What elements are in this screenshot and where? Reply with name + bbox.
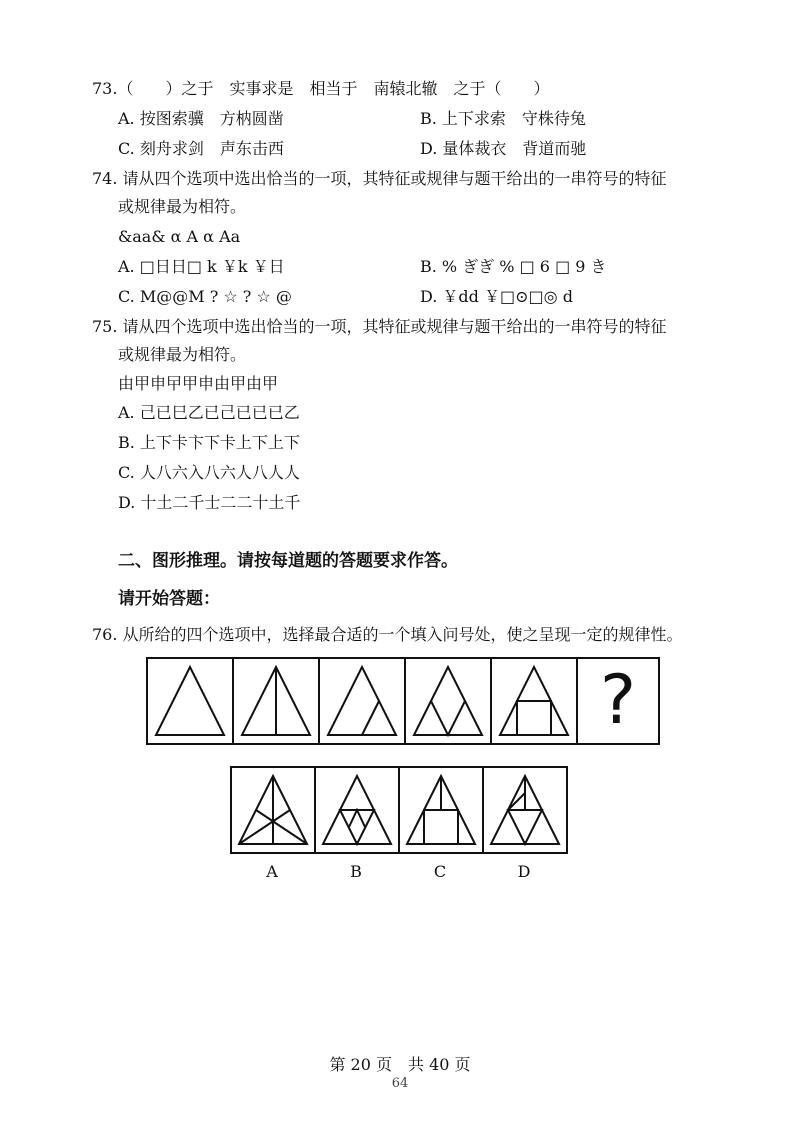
option-figure-b[interactable] bbox=[316, 768, 400, 852]
q74-option-c: C. M@@M ? ☆ ? ☆ @ bbox=[118, 287, 292, 306]
q75-stem-line2: 或规律最为相符。 bbox=[118, 345, 247, 364]
q74-option-a: A. □日日□ k ￥k ￥日 bbox=[118, 257, 285, 276]
section-start: 请开始答题： bbox=[118, 589, 220, 609]
q76-stem: 76. 从所给的四个选项中，选择最合适的一个填入问号处，使之呈现一定的规律性。 bbox=[92, 625, 683, 644]
q75-option-c: C. 人八六入八六人八人人 bbox=[118, 463, 300, 482]
question-mark-text: ? bbox=[599, 661, 637, 740]
page-indicator: 第 20 页 共 40 页 bbox=[329, 1055, 471, 1074]
section-title: 二、图形推理。请按每道题的答题要求作答。 bbox=[118, 551, 458, 571]
q75-option-b: B. 上下卡卞下卡上下上下 bbox=[118, 433, 300, 452]
seq-question-mark bbox=[578, 659, 658, 743]
q74-stem-line2: 或规律最为相符。 bbox=[118, 197, 247, 216]
q73-option-c: C. 刻舟求剑 声东击西 bbox=[118, 139, 284, 158]
option-label-c: C bbox=[433, 862, 447, 881]
q75-stem-line1: 75. 请从四个选项中选出恰当的一项，其特征或规律与题干给出的一串符号的特征 bbox=[92, 317, 667, 336]
option-figure-a[interactable] bbox=[232, 768, 316, 852]
q73-option-d: D. 量体裁衣 背道而驰 bbox=[420, 139, 587, 158]
option-label-d: D bbox=[517, 862, 531, 881]
option-figure-d[interactable] bbox=[484, 768, 566, 852]
q75-sequence: 由甲申曱甲申由甲由甲 bbox=[118, 374, 279, 393]
q73-option-b: B. 上下求索 守株待兔 bbox=[420, 109, 586, 128]
seq-figure-2 bbox=[234, 659, 320, 743]
q76-option-figures bbox=[230, 766, 568, 854]
q73-option-a: A. 按图索骥 方枘圆凿 bbox=[118, 109, 284, 128]
seq-figure-5 bbox=[492, 659, 578, 743]
q73-stem: 73.（ ）之于 实事求是 相当于 南辕北辙 之于（ ） bbox=[92, 79, 550, 98]
option-figure-c[interactable] bbox=[400, 768, 484, 852]
option-label-b: B bbox=[350, 862, 362, 881]
q74-stem-line1: 74. 请从四个选项中选出恰当的一项，其特征或规律与题干给出的一串符号的特征 bbox=[92, 169, 667, 188]
seq-figure-1 bbox=[148, 659, 234, 743]
q75-option-a: A. 己已巳乙已己已已已乙 bbox=[118, 403, 300, 422]
q74-sequence: &aa& α A α Aa bbox=[118, 227, 241, 246]
seq-figure-4 bbox=[406, 659, 492, 743]
option-label-a: A bbox=[266, 862, 278, 881]
page-number: 64 bbox=[391, 1076, 409, 1091]
q76-sequence-figures bbox=[146, 657, 660, 745]
seq-figure-3 bbox=[320, 659, 406, 743]
q74-option-b: B. % ぎぎ % □ 6 □ 9 き bbox=[420, 257, 607, 276]
q74-option-d: D. ￥dd ￥□⊙□◎ d bbox=[420, 287, 573, 306]
q75-option-d: D. 十土二千士二二十土千 bbox=[118, 493, 301, 512]
